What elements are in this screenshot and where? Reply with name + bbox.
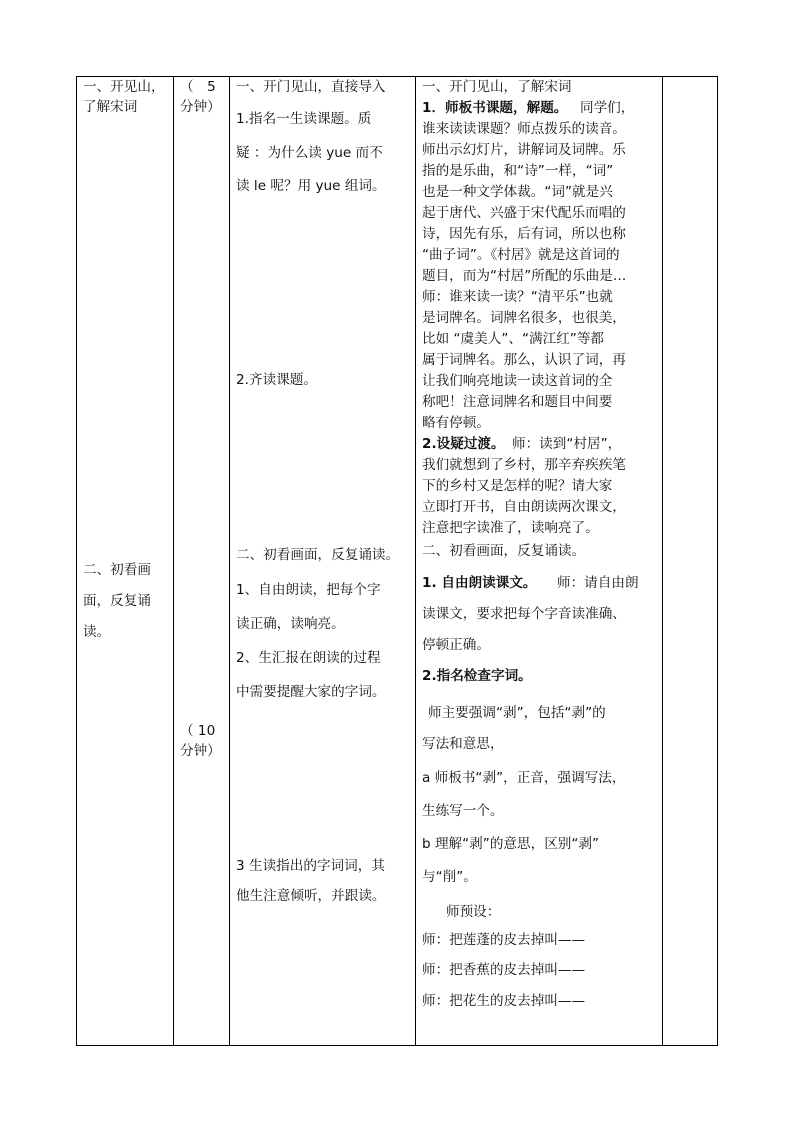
teacher-line: 让我们响亮地读一读这首词的全 — [422, 373, 613, 389]
teacher-line: 立即打开书，自由朗读两次课文， — [422, 499, 626, 515]
section-2-title-line-1: 二、初看画 — [83, 562, 151, 578]
table-border-right — [717, 76, 718, 1046]
teacher-line: 我们就想到了乡村，那辛弃疾疾笔 — [422, 457, 626, 473]
teacher-line: 师：把香蕉的皮去掉叫—— — [422, 962, 586, 978]
teacher-line: 题目，而为“村居”所配的乐曲是… — [422, 268, 627, 284]
teacher-heading-2: 二、初看画面，反复诵读。 — [422, 543, 586, 559]
column-divider-2 — [229, 76, 230, 1046]
time-1-line-2: 分钟） — [180, 99, 221, 115]
student-step-5-line-2: 他生注意倾听，并跟读。 — [236, 888, 386, 904]
teacher-line: 比如 “虞美人”、“满江红”等都 — [422, 331, 605, 347]
column-divider-1 — [173, 76, 174, 1046]
teacher-line: 注意把字读准了，读响亮了。 — [422, 520, 599, 536]
table-border-left — [76, 76, 77, 1046]
student-step-4-line-1: 2、生汇报在朗读的过程 — [236, 650, 381, 666]
teacher-line: 师：把花生的皮去掉叫—— — [422, 993, 586, 1009]
teacher-step-4-title: 2.指名检查字词。 — [422, 668, 532, 684]
section-2-title-line-2: 面，反复诵 — [83, 593, 151, 609]
teacher-line: 称吧！注意词牌名和题目中间要 — [422, 394, 613, 410]
teacher-line: 诗，因先有乐，后有词，所以也称 — [422, 226, 626, 242]
teacher-line: 与“削”。 — [422, 869, 477, 885]
student-step-3-line-2: 读正确，读响亮。 — [236, 616, 345, 632]
time-1-line-1: （ 5 — [180, 79, 216, 95]
teacher-line: 生练写一个。 — [422, 803, 504, 819]
teacher-line: 师：读到“村居”， — [512, 436, 622, 452]
teacher-heading-1: 一、开门见山，了解宋词 — [422, 79, 572, 95]
teacher-step-3-title: 1. 自由朗读课文。 — [422, 575, 537, 591]
teacher-step-1-title: 1．师板书课题，解题。 — [422, 100, 568, 116]
section-2-title-line-3: 读。 — [83, 624, 111, 640]
student-heading-1: 一、开门见山，直接导入 — [236, 79, 386, 95]
student-step-1-line-1: 1.指名一生读课题。质 — [236, 111, 372, 127]
teacher-line: 也是一种文学体裁。“词”就是兴 — [422, 184, 613, 200]
student-step-2: 2.齐读课题。 — [236, 372, 317, 388]
teacher-line: 师：请自由朗 — [557, 575, 639, 591]
column-divider-3 — [415, 76, 416, 1046]
teacher-line: a 师板书“剥”，正音，强调写法， — [422, 770, 626, 786]
teacher-line: 师主要强调“剥”，包括“剥”的 — [428, 705, 606, 721]
teacher-line: 师：把莲蓬的皮去掉叫—— — [422, 932, 586, 948]
teacher-line: 停顿正确。 — [422, 637, 490, 653]
teacher-line: 师：谁来读一读？“清平乐”也就 — [422, 289, 613, 305]
student-step-4-line-2: 中需要提醒大家的字词。 — [236, 684, 386, 700]
teacher-line: 写法和意思， — [422, 736, 504, 752]
teacher-line: 指的是乐曲，和“诗”一样，“词” — [422, 163, 614, 179]
column-divider-4 — [662, 76, 663, 1046]
time-2-line-2: 分钟） — [180, 743, 221, 759]
teacher-line: 同学们， — [580, 100, 635, 116]
student-step-1-line-3: 读 le 呢？用 yue 组词。 — [236, 178, 386, 194]
teacher-line: 师出示幻灯片，讲解词及词牌。乐 — [422, 142, 626, 158]
time-2-line-1: （ 10 — [180, 723, 216, 739]
teacher-line: 读课文，要求把每个字音读准确、 — [422, 606, 626, 622]
teacher-step-2-title: 2.设疑过渡。 — [422, 436, 505, 452]
student-heading-2: 二、初看画面，反复诵读。 — [236, 547, 400, 563]
section-1-title-line-2: 了解宋词 — [83, 99, 138, 115]
teacher-line: “曲子词”。《村居》就是这首词的 — [422, 247, 620, 263]
teacher-line: 师预设： — [446, 904, 501, 920]
teacher-line: 下的乡村又是怎样的呢？请大家 — [422, 478, 613, 494]
teacher-line: 是词牌名。词牌名很多，也很美， — [422, 310, 626, 326]
student-step-3-line-1: 1、自由朗读，把每个字 — [236, 582, 381, 598]
student-step-5-line-1: 3 生读指出的字词词，其 — [236, 858, 385, 874]
teacher-line: b 理解“剥”的意思，区别“剥” — [422, 836, 600, 852]
teacher-line: 谁来读读课题？师点拨乐的读音。 — [422, 121, 626, 137]
teacher-line: 起于唐代、兴盛于宋代配乐而唱的 — [422, 205, 626, 221]
section-1-title-line-1: 一、开见山， — [83, 79, 165, 95]
student-step-1-line-2: 疑 ：为什么读 yue 而不 — [236, 145, 383, 161]
teacher-line: 属于词牌名。那么，认识了词，再 — [422, 352, 626, 368]
teacher-line: 略有停顿。 — [422, 415, 490, 431]
